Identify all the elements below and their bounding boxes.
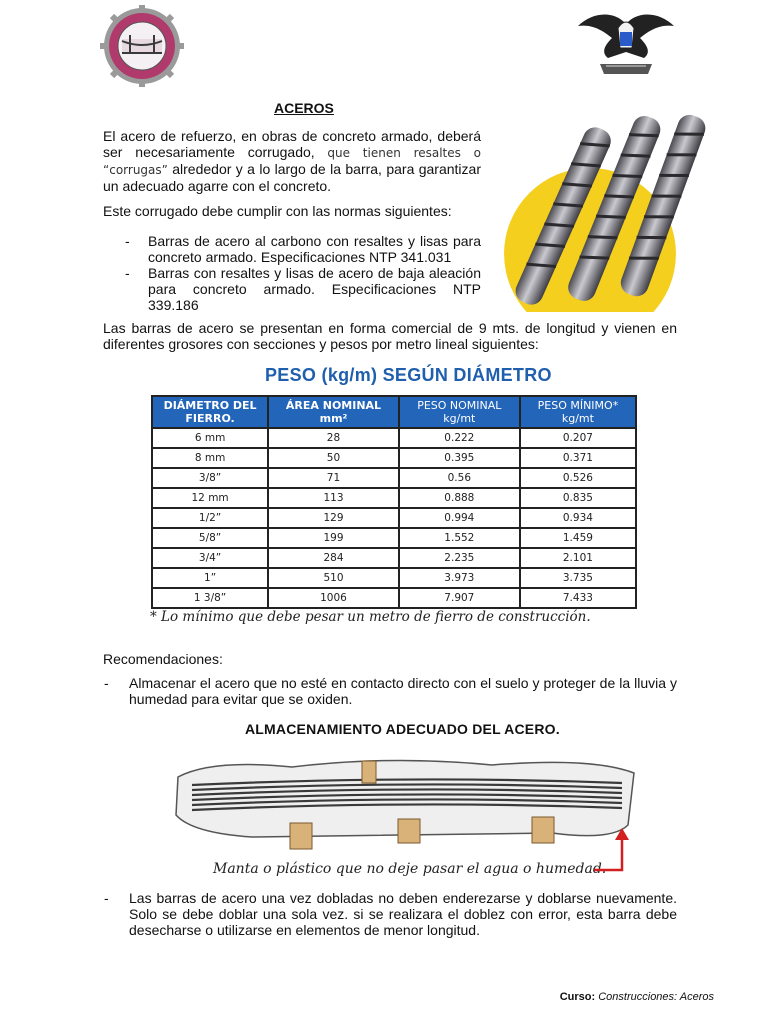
arrow-icon: [588, 826, 638, 876]
footer: [560, 991, 714, 1003]
header-min-weight: PESO MÍNIMO* kg/mt: [520, 396, 636, 428]
table-row: 8 mm 50 0.395 0.371: [152, 448, 636, 468]
recommendation-text-2: Las barras de acero una vez dobladas no deben enderezarse y doblarse nuevamente. Solo se debe doblar una sola vez. si se realizara el doblez con error, esta barra debe desecharse o utilizarse en elementos de menor longitud.: [129, 890, 677, 938]
table-header-row: [152, 396, 636, 428]
recommendation-item-1: - Almacenar el acero que no esté en contacto directo con el suelo y proteger de la lluvia y humedad para evitar que se oxiden.: [104, 675, 677, 707]
recommendation-text-1: Almacenar el acero que no esté en contacto directo con el suelo y proteger de la lluvia y humedad para evitar que se oxiden.: [129, 675, 677, 707]
table-row: 12 mm 113 0.888 0.835: [152, 488, 636, 508]
table-row: 1/2” 129 0.994 0.934: [152, 508, 636, 528]
norms-intro: Este corrugado debe cumplir con las normas siguientes:: [103, 203, 452, 219]
header-nominal-weight: PESO NOMINAL kg/mt: [399, 396, 520, 428]
eagle-emblem-logo: [578, 4, 674, 76]
rebar-illustration: [494, 104, 706, 312]
intro-text-a: El acero de refuerzo, en obras de concreto armado, deberá ser necesariamente corrugado,: [103, 128, 481, 160]
table-footnote: * Lo mínimo que debe pesar un metro de fierro de construcción.: [150, 609, 591, 625]
intro-text-b: que tienen resaltes o “corrugas”: [103, 146, 481, 177]
table-row: 1 3/8” 1006 7.907 7.433: [152, 588, 636, 608]
table-title: PESO (kg/m) SEGÚN DIÁMETRO: [265, 365, 552, 385]
recommendations-label: Recomendaciones:: [103, 651, 223, 667]
table-row: 1” 510 3.973 3.735: [152, 568, 636, 588]
header-diameter: DIÁMETRO DEL FIERRO.: [152, 396, 268, 428]
table-row: 6 mm 28 0.222 0.207: [152, 428, 636, 448]
table-row: 3/4” 284 2.235 2.101: [152, 548, 636, 568]
norm-2: Barras con resaltes y lisas de acero de baja aleación para concreto armado. Especificaciones NTP 339.186: [148, 265, 481, 313]
university-logo: [100, 5, 184, 87]
norm-1: Barras de acero al carbono con resaltes y lisas para concreto armado. Especificaciones NTP 341.031: [148, 233, 481, 265]
bars-paragraph: Las barras de acero se presentan en forma comercial de 9 mts. de longitud y vienen en diferentes grosores con secciones y pesos por metro lineal siguientes:: [103, 320, 677, 352]
storage-caption: Manta o plástico que no deje pasar el agua o humedad.: [213, 861, 607, 877]
norms-list-item: - Barras de acero al carbono con resaltes y lisas para concreto armado. Especificaciones NTP 341.031: [125, 233, 481, 265]
footer-course: Construcciones: Aceros: [598, 991, 714, 1003]
intro-text-c: alrededor y a lo largo de la barra, para garantizar un adecuado agarre con el concreto.: [103, 161, 481, 194]
norms-list: [125, 233, 481, 313]
intro-paragraph: [103, 128, 481, 194]
header-area: ÁREA NOMINAL mm²: [268, 396, 399, 428]
weights-table: [151, 395, 637, 609]
table-row: 5/8” 199 1.552 1.459: [152, 528, 636, 548]
storage-title: ALMACENAMIENTO ADECUADO DEL ACERO.: [245, 721, 560, 737]
footer-label: Curso:: [559, 991, 596, 1003]
recommendation-item-2: - Las barras de acero una vez dobladas no deben enderezarse y doblarse nuevamente. Solo se debe doblar una sola vez. si se realizara el doblez con error, esta barra debe desecharse o utilizarse en elementos de menor longitud.: [104, 890, 677, 938]
page-title: ACEROS: [274, 100, 334, 116]
norms-list-item: - Barras con resaltes y lisas de acero de baja aleación para concreto armado. Especificaciones NTP 339.186: [125, 265, 481, 313]
table-row: 3/8” 71 0.56 0.526: [152, 468, 636, 488]
storage-illustration: [172, 755, 642, 867]
